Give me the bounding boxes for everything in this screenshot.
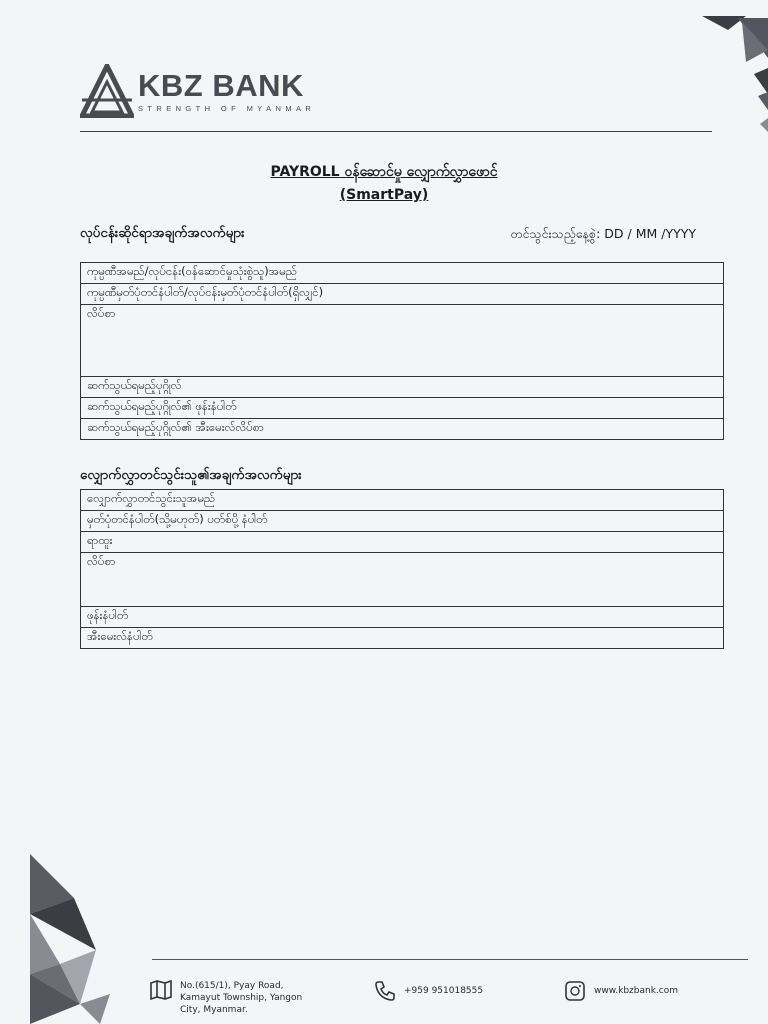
employer-section-heading: လုပ်ငန်းဆိုင်ရာအချက်အလက်များ: [80, 225, 245, 241]
form-subtitle: [0, 187, 768, 203]
footer-address: [150, 980, 302, 1016]
footer-phone: [374, 980, 483, 1002]
applicant-info-table: [80, 489, 724, 649]
applicant-field-position[interactable]: ရာထူး: [81, 532, 724, 553]
footer-divider: [152, 959, 748, 960]
phone-icon: [374, 980, 396, 1002]
header-divider: [80, 131, 712, 132]
applicant-field-name[interactable]: လျှောက်လွှာတင်သွင်းသူအမည်: [81, 490, 724, 511]
employer-field-contact-phone[interactable]: ဆက်သွယ်ရမည့်ပုဂ္ဂိုလ်၏ ဖုန်းနံပါတ်: [81, 398, 724, 419]
bank-logo: [80, 64, 315, 118]
kbz-logo-icon: [80, 64, 134, 118]
applicant-field-address[interactable]: လိပ်စာ: [81, 553, 724, 607]
applicant-field-phone[interactable]: ဖုန်းနံပါတ်: [81, 607, 724, 628]
bank-tagline: STRENGTH OF MYANMAR: [138, 103, 316, 113]
web-icon: [564, 980, 586, 1002]
address-line-3: City, Myanmar.: [180, 1005, 248, 1015]
employer-field-contact-email[interactable]: ဆက်သွယ်ရမည့်ပုဂ္ဂိုလ်၏ အီးမေးလ်လိပ်စာ: [81, 419, 724, 440]
applicant-field-id-passport[interactable]: မှတ်ပုံတင်နံပါတ်(သို့မဟုတ်) ပတ်စ်ပို့ နံပါတ်: [81, 511, 724, 532]
form-title: [0, 162, 768, 183]
employer-field-contact-person[interactable]: ဆက်သွယ်ရမည့်ပုဂ္ဂိုလ်: [81, 377, 724, 398]
corner-decoration-bottom: [0, 854, 110, 1024]
form-title-latin: PAYROLL: [270, 164, 340, 180]
map-icon: [150, 980, 172, 1000]
employer-field-registration-no[interactable]: ကုမ္ပဏီမှတ်ပုံတင်နံပါတ်/လုပ်ငန်းမှတ်ပုံတင်နံပါတ်(ရှိလျှင်): [81, 284, 724, 305]
applicant-field-email[interactable]: အီးမေးလ်နံပါတ်: [81, 628, 724, 649]
employer-info-table: [80, 262, 724, 440]
form-subtitle-text: (SmartPay): [339, 187, 429, 203]
submission-date-label: တင်သွင်းသည့်နေ့စွဲ: DD / MM /YYYY: [510, 226, 696, 241]
applicant-section-heading: လျှောက်လွှာတင်သွင်းသူ၏အချက်အလက်များ: [80, 467, 302, 483]
form-title-burmese: ဝန်ဆောင်မှု လျှောက်လွှာဖောင်: [344, 164, 498, 180]
footer-website: [564, 980, 678, 1002]
address-line-1: No.(615/1), Pyay Road,: [180, 981, 284, 991]
corner-decoration-top: [688, 0, 768, 140]
employer-field-company-name[interactable]: ကုမ္ပဏီအမည်/လုပ်ငန်း(ဝန်ဆောင်မှုသုံးစွဲသူ)အမည်: [81, 263, 724, 284]
website-link[interactable]: www.kbzbank.com: [594, 986, 678, 996]
bank-name: KBZ BANK: [138, 67, 304, 103]
employer-field-address[interactable]: လိပ်စာ: [81, 305, 724, 377]
phone-number[interactable]: +959 951018555: [404, 986, 484, 996]
address-line-2: Kamayut Township, Yangon: [180, 993, 303, 1003]
